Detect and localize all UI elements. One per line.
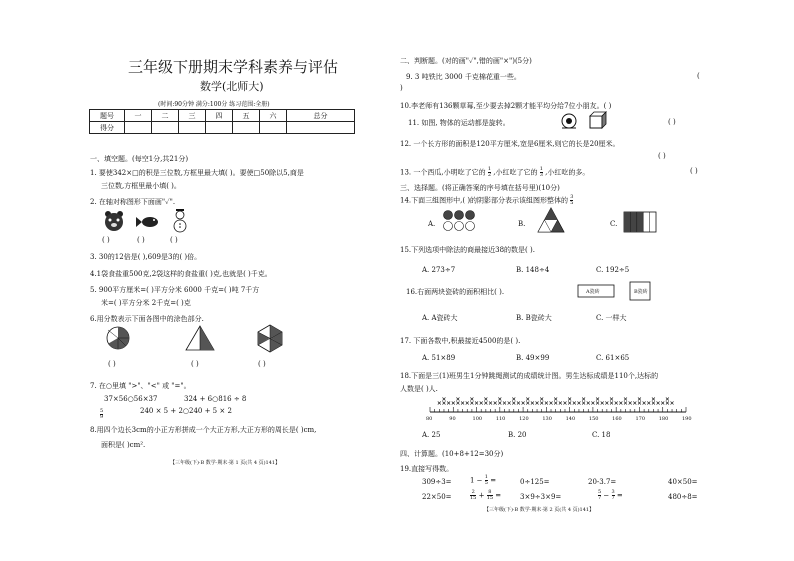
- question-7-row1a: 37×56○56×37: [104, 395, 158, 403]
- score-cell[interactable]: [260, 122, 287, 134]
- q14-option-a[interactable]: A.: [428, 220, 436, 228]
- score-header: 二: [152, 110, 179, 122]
- shaded-hexagon-icon: [258, 325, 282, 352]
- q15-option-c[interactable]: C. 192÷5: [596, 266, 630, 274]
- section-4-heading: 四、计算题。(10+8+12=30分): [400, 450, 504, 458]
- q12-answer[interactable]: ( ): [658, 152, 666, 160]
- cross-mark: [582, 402, 585, 405]
- q2-answer-2[interactable]: ( ): [137, 236, 145, 244]
- q19-item: 0÷125=: [520, 478, 550, 486]
- q11-answer[interactable]: ( ): [668, 118, 676, 126]
- axis-tick-label: 110: [495, 416, 506, 422]
- cross-mark: [619, 402, 622, 405]
- q14-option-c-figure: [624, 212, 658, 234]
- snowman-icon: [174, 209, 186, 232]
- cross-mark: [624, 398, 627, 401]
- q16-option-c[interactable]: C. 一样大: [596, 314, 627, 322]
- footer-left: 【三年级(下)·B 数学·期末·第 1 页(共 4 页)141】: [170, 460, 281, 466]
- question-3: 3. 30的12倍是( ),609是3的( )倍。: [90, 253, 202, 261]
- question-18a: 18.下面是三(1)班男生1分钟跳绳测试的成绩统计图。男生达标成绩是110个,达标的: [400, 372, 659, 380]
- q13-text-c: ,小红吃的多。: [545, 168, 590, 177]
- cross-mark: [456, 402, 459, 405]
- cross-mark: [540, 398, 543, 401]
- q13-answer[interactable]: ( ): [690, 167, 698, 175]
- question-5b: 米=( )平方分米 2千克=( )克: [101, 299, 191, 307]
- cross-mark: [480, 402, 483, 405]
- q16-tile-a-label: A瓷砖: [586, 289, 600, 295]
- q2-answer-1[interactable]: ( ): [102, 236, 110, 244]
- q14-fraction: $\frac{3}{5}$: [570, 194, 574, 206]
- cross-mark: [563, 402, 566, 405]
- question-7: 7. 在○里填 ">"、"<" 或 "="。: [90, 382, 191, 390]
- cross-mark: [508, 402, 511, 405]
- cross-mark: [610, 402, 613, 405]
- cross-mark: [447, 402, 450, 405]
- cross-mark: [456, 398, 459, 401]
- cross-mark: [568, 402, 571, 405]
- question-7-row2: 240 × 5 + 2○240 + 5 × 2: [140, 407, 232, 415]
- q6-figures: [100, 324, 300, 352]
- question-19: 19.直接写得数。: [400, 465, 454, 473]
- axis-tick-label: 190: [682, 416, 692, 422]
- axis-tick-label: 140: [565, 416, 576, 422]
- cross-mark: [643, 402, 646, 405]
- cross-mark: [438, 402, 441, 405]
- q13-text-a: 13. 一个西瓜,小明吃了它的: [400, 168, 486, 177]
- cross-mark: [666, 398, 669, 401]
- cross-mark: [466, 402, 469, 405]
- score-header: 题号: [90, 110, 125, 122]
- score-cell[interactable]: [179, 122, 206, 134]
- q19-item: 20-3.7=: [588, 478, 617, 486]
- cross-mark: [517, 402, 520, 405]
- score-cell[interactable]: [287, 122, 355, 134]
- q16-tile-b-label: B瓷砖: [634, 289, 648, 295]
- cross-mark: [461, 402, 464, 405]
- question-4: 4.1袋食盐重500克,2袋这样的食盐重( )克,也就是( )千克。: [90, 270, 272, 278]
- q19-item: 40×50=: [668, 478, 698, 486]
- axis-tick-label: 180: [658, 416, 669, 422]
- question-16: 16.右面两块瓷砖的面积相比( ).: [406, 288, 505, 296]
- q18-jump-rope-chart: [424, 392, 694, 424]
- axis-tick-label: 120: [519, 416, 529, 422]
- score-header: 四: [206, 110, 233, 122]
- footer-right: 【三年级(下)·B 数学·期末·第 2 页(共 4 页)141】: [484, 507, 595, 513]
- cross-mark: [484, 398, 487, 401]
- cross-mark: [666, 402, 669, 405]
- cross-mark: [554, 398, 557, 401]
- score-cell[interactable]: [152, 122, 179, 134]
- score-header: 五: [233, 110, 260, 122]
- cross-mark: [498, 398, 501, 401]
- cross-mark: [610, 398, 613, 401]
- cross-mark: [503, 402, 506, 405]
- section-2-heading: 二、判断题。(对的画"✓",错的画"×")(5分): [400, 57, 532, 65]
- question-1a: 1. 要使342×□的积是三位数,方框里最大填( )。要使□50除以5,商是: [90, 169, 304, 177]
- q18-option-a[interactable]: A. 25: [422, 431, 441, 439]
- cross-mark: [671, 402, 674, 405]
- question-7-fraction: $\frac{5}{9}$: [100, 408, 104, 420]
- cross-mark: [638, 398, 641, 401]
- score-cell[interactable]: [233, 122, 260, 134]
- section-3-heading: 三、选择题。(将正确答案的序号填在括号里)(10分): [400, 184, 560, 192]
- exam-subtitle: 数学(北师大): [200, 80, 264, 93]
- q13-fraction-1: $\frac{1}{2}$: [487, 166, 492, 178]
- q14-text: 14.下面三组图形中,( )的阴影部分表示该组图形整体的: [400, 196, 569, 205]
- cross-mark: [512, 402, 515, 405]
- score-table: [89, 109, 355, 134]
- question-13: [400, 167, 589, 178]
- q13-fraction-2: $\frac{1}{3}$: [539, 166, 543, 178]
- axis-tick-label: 130: [542, 416, 552, 422]
- section-1-heading: 一、填空题。(每空1分,共21分): [90, 155, 189, 163]
- cross-mark: [522, 402, 525, 405]
- q15-option-b[interactable]: B. 148÷4: [516, 266, 550, 274]
- cross-mark: [442, 398, 445, 401]
- score-header: 总分: [287, 110, 355, 122]
- axis-tick-label: 170: [635, 416, 645, 422]
- question-11: 11. 如图, 物体的运动都是旋转。: [408, 119, 510, 127]
- question-7-row1b: 324 + 6○816 ÷ 8: [184, 395, 247, 403]
- question-15: 15.下列选项中除法的商最接近38的数是( ).: [400, 246, 535, 254]
- axis-tick-label: 150: [588, 416, 599, 422]
- question-14: [400, 195, 573, 206]
- cross-mark: [587, 402, 590, 405]
- q14-option-a-figure: [442, 208, 482, 238]
- fish-icon: [136, 217, 158, 227]
- axis-tick-label: 80: [426, 416, 433, 422]
- q17-option-a[interactable]: A. 51×89: [422, 354, 456, 362]
- question-5a: 5. 900平方厘米=( )平方分米 6000 千克=( )吨 7千方: [90, 286, 260, 294]
- question-9: 9. 3 吨铁比 3000 千克棉花重一些。: [406, 73, 521, 81]
- cross-mark: [605, 402, 608, 405]
- exam-meta: (时间:90分钟 满分:100分 练习范围:全册): [158, 101, 270, 108]
- cross-mark: [475, 402, 478, 405]
- cross-mark: [582, 398, 585, 401]
- bear-icon: [105, 211, 123, 231]
- cross-mark: [615, 402, 618, 405]
- axis-tick-label: 90: [449, 416, 456, 422]
- cross-mark: [577, 402, 580, 405]
- cross-mark: [652, 402, 655, 405]
- axis-tick-label: 100: [472, 416, 483, 422]
- q14-option-b[interactable]: B.: [518, 220, 526, 228]
- q6-answer-2[interactable]: ( ): [191, 360, 199, 368]
- cross-mark: [442, 402, 445, 405]
- score-header: 三: [179, 110, 206, 122]
- q19-item: 480÷8=: [668, 493, 698, 501]
- q2-figures: [100, 208, 200, 236]
- cross-mark: [596, 402, 599, 405]
- cross-mark: [638, 402, 641, 405]
- cross-mark: [629, 402, 632, 405]
- q14-option-c[interactable]: C.: [610, 220, 618, 228]
- cross-mark: [591, 402, 594, 405]
- shaded-circle-icon: [107, 327, 129, 349]
- question-10: 10.李老师有136颗草莓,至少要去掉2颗才能平均分给7位小朋友。( ): [400, 102, 612, 110]
- question-6: 6.用分数表示下面各图中的涂色部分.: [90, 315, 204, 323]
- cross-mark: [526, 398, 529, 401]
- cross-mark: [452, 402, 455, 405]
- cross-mark: [568, 398, 571, 401]
- q6-answer-1[interactable]: ( ): [108, 360, 116, 368]
- question-12: 12. 一个长方形的面积是120平方厘米,宽是6厘米,则它的长是20厘米。: [400, 140, 620, 148]
- cross-mark: [573, 402, 576, 405]
- merry-go-round-icon: [562, 114, 576, 128]
- q13-text-b: ,小红吃了它的: [493, 168, 538, 177]
- question-18b: 人数是( )人.: [400, 385, 438, 393]
- q19-item: 3×9÷3×9=: [520, 493, 562, 501]
- question-17: 17. 下面各数中,积最接近4500的是( ).: [400, 337, 521, 345]
- cross-mark: [624, 402, 627, 405]
- score-header: 一: [125, 110, 152, 122]
- question-2: 2. 在轴对称图形下面画"✓".: [90, 198, 176, 206]
- cross-mark: [498, 402, 501, 405]
- cross-mark: [550, 402, 553, 405]
- cross-mark: [484, 402, 487, 405]
- cross-mark: [601, 402, 604, 405]
- score-cell[interactable]: [206, 122, 233, 134]
- q9-paren-left: (: [697, 72, 700, 80]
- cross-mark: [554, 402, 557, 405]
- cross-mark: [470, 398, 473, 401]
- axis-tick-label: 160: [612, 416, 622, 422]
- q6-answer-3[interactable]: ( ): [258, 360, 266, 368]
- cross-mark: [596, 398, 599, 401]
- cross-mark: [633, 402, 636, 405]
- cross-mark: [540, 402, 543, 405]
- question-8b: 面积是( )cm².: [101, 441, 146, 449]
- q19-item: 309÷3=: [422, 478, 452, 486]
- cross-mark: [647, 402, 650, 405]
- score-header: 六: [260, 110, 287, 122]
- q19-item: $\frac{2}{15}$ + $\frac{8}{15}$ =: [470, 489, 502, 501]
- cross-mark: [531, 402, 534, 405]
- q19-item: 1 − $\frac{1}{5}$ =: [470, 474, 497, 486]
- q16-option-b[interactable]: B. B瓷砖大: [516, 314, 552, 322]
- cross-mark: [657, 402, 660, 405]
- q14-option-b-figure: [538, 208, 568, 234]
- q16-option-a[interactable]: A. A瓷砖大: [422, 314, 458, 322]
- cross-mark: [512, 398, 515, 401]
- shaded-triangle-icon: [186, 326, 214, 350]
- q19-item: 22×50=: [422, 493, 452, 501]
- q11-figures: [560, 112, 610, 132]
- q15-option-a[interactable]: A. 273÷7: [422, 266, 456, 274]
- cross-mark: [526, 402, 529, 405]
- cross-mark: [559, 402, 562, 405]
- q2-answer-3[interactable]: ( ): [170, 236, 178, 244]
- q9-paren-right: ): [400, 84, 403, 92]
- score-cell[interactable]: [125, 122, 152, 134]
- q19-item: $\frac{5}{7}$ − $\frac{3}{7}$ =: [598, 489, 623, 501]
- question-8a: 8.用四个边长3cm的小正方形拼成一个大正方形,大正方形的周长是( )cm,: [90, 426, 317, 434]
- cross-mark: [470, 402, 473, 405]
- exam-title: 三年级下册期末学科素养与评估: [128, 58, 339, 76]
- cross-mark: [545, 402, 548, 405]
- box-icon: [590, 112, 606, 128]
- cross-mark: [489, 402, 492, 405]
- q18-option-b[interactable]: B. 20: [508, 431, 527, 439]
- cross-mark: [652, 398, 655, 401]
- q18-option-c[interactable]: C. 18: [592, 431, 611, 439]
- cross-mark: [661, 402, 664, 405]
- q17-option-c[interactable]: C. 61×65: [596, 354, 630, 362]
- q17-option-b[interactable]: B. 49×99: [516, 354, 550, 362]
- question-1b: 三位数,方框里最小填( )。: [101, 182, 181, 190]
- cross-mark: [536, 402, 539, 405]
- cross-mark: [494, 402, 497, 405]
- score-row-label: 得分: [90, 122, 125, 134]
